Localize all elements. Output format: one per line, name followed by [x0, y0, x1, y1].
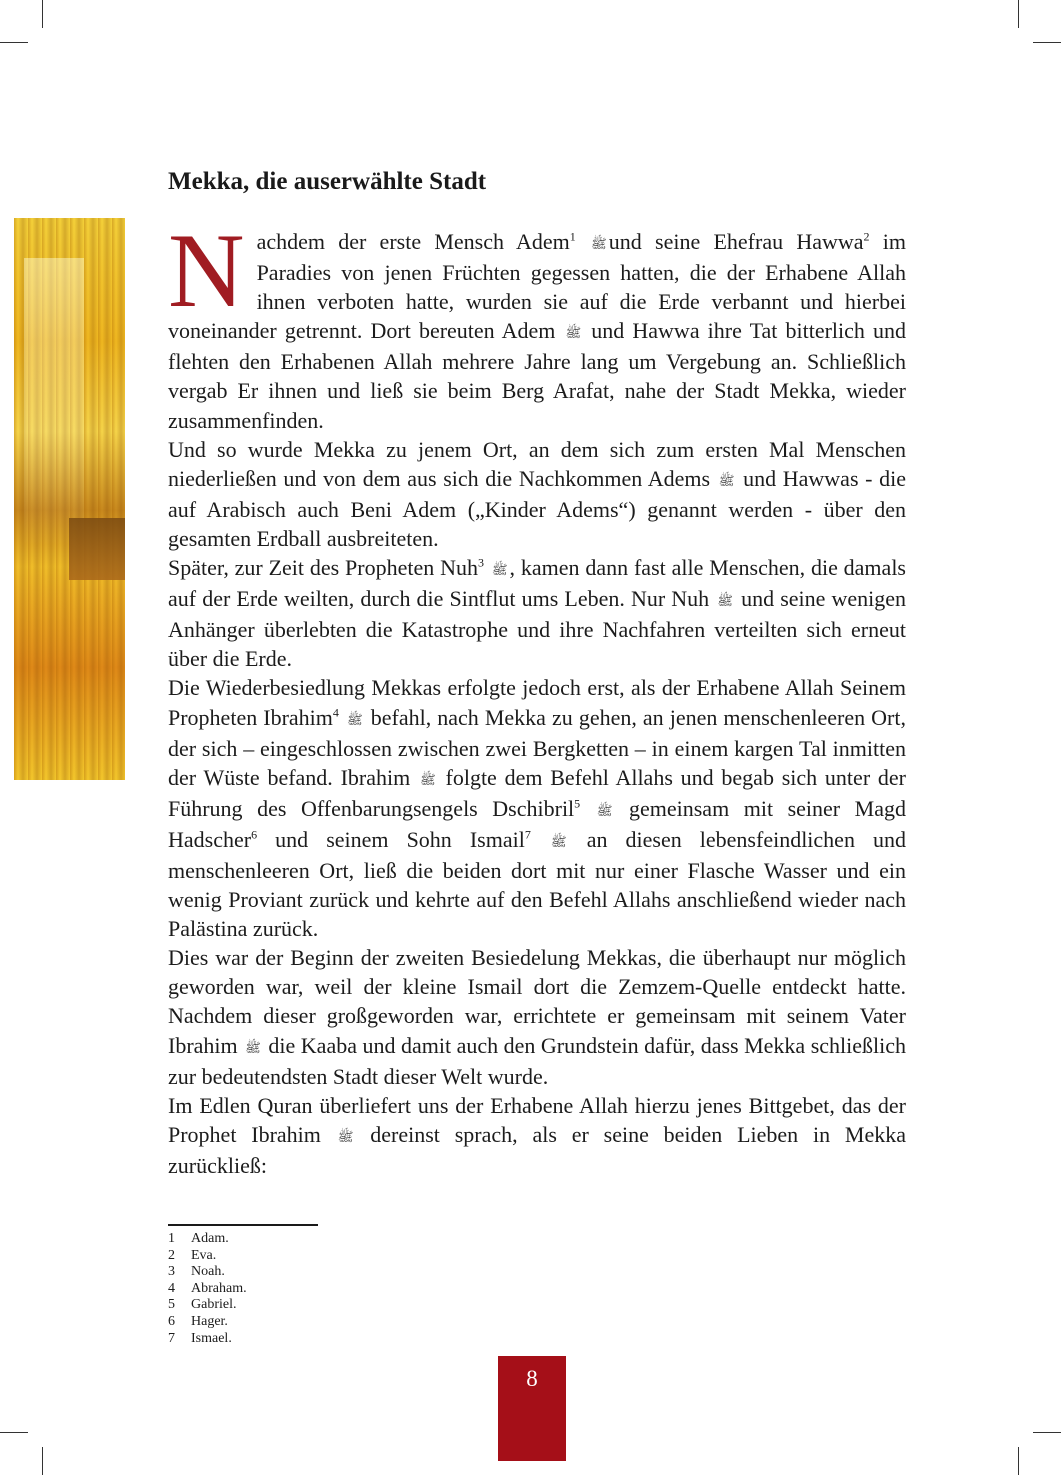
paragraph-2: Und so wurde Mekka zu jenem Ort, an dem sich zum ersten Mal Menschen niederließen und von dem aus sich die Nachkommen Adems ﷺ und Hawwas - die auf Arabisch auch Beni Adem („Kinder Adems“) genannt werden - über den gesamten Erdball ausbreiteten. — [168, 436, 907, 551]
footnote-ref: 6 — [251, 827, 258, 842]
paragraph-5: Dies war der Beginn der zweiten Besiedelung Mekkas, die überhaupt nur möglich geworden war, weil der kleine Ismail dort die Zemzem-Quelle entdeckt hatte. Nachdem dieser großgeworden war, errichtete er gemeinsam mit seinem Vater Ibrahim ﷺ die Kaaba und damit auch den Grundstein dafür, dass Mekka schließlich zur bedeutendsten Stadt dieser Welt wurde. — [168, 945, 907, 1089]
footnote-ref: 7 — [524, 827, 531, 842]
page-number: 8 — [526, 1366, 538, 1391]
honorific-icon: ﷺ — [718, 472, 735, 488]
body-text — [168, 212, 907, 1180]
footnote-item: 4 Abraham. — [168, 1280, 247, 1296]
honorific-icon: ﷺ — [717, 593, 733, 609]
crop-mark — [42, 1447, 43, 1475]
image-band — [69, 518, 125, 580]
footnote-ref: 1 — [569, 229, 576, 244]
honorific-icon: ﷺ — [596, 802, 613, 818]
crop-mark — [0, 42, 28, 43]
footnote-item: 2 Eva. — [168, 1247, 217, 1263]
drop-cap: N — [168, 212, 245, 329]
footnote-divider — [168, 1224, 318, 1226]
decorative-side-image — [14, 218, 125, 780]
page-number-box — [498, 1356, 566, 1461]
crop-mark — [42, 0, 43, 28]
paragraph-3: Später, zur Zeit des Propheten Nuh$^3$ ﷺ, kamen dann fast alle Menschen, die damals auf der Erde weilten, durch die Sintflut ums Leben. Nur Nuh ﷺ und seine wenigen Anhänger überlebten die Katastrophe und ihre Nachfahren verteilten sich erneut über die Erde. — [168, 555, 907, 672]
footnote-item: 1 Adam. — [168, 1231, 229, 1246]
footnote-ref: 2 — [863, 229, 870, 244]
honorific-icon: ﷺ — [591, 236, 607, 251]
footnote-item: 3 Noah. — [168, 1264, 225, 1280]
crop-mark — [1018, 0, 1019, 28]
paragraph-4: Die Wiederbesiedlung Mekkas erfolgte jedoch erst, als der Erhabene Allah Seinem Propheten Ibrahim$^4$ ﷺ befahl, nach Mekka zu gehen, an jenen menschenleeren Ort, der sich – eingeschlossen zwischen zwei Bergketten – in einem kargen Tal inmitten der Wüste befand. Ibrahim ﷺ folgte dem Befehl Allahs und begab sich unter der Führung des Offenbarungsengels Dschibril$^5$ ﷺ gemeinsam mit seiner Magd Hadscher$^6$ und seinem Sohn Ismail$^7$ ﷺ an diesen lebensfeindlichen und menschenleeren Ort, ließ die beiden dort mit nur einer Flasche Wasser und ein wenig Proviant zurück und kehrte auf den Befehl Allahs anschließend wieder nach Palästina zurück. — [168, 675, 907, 942]
paragraph-1: Nachdem der erste Mensch Adem$^1$ ﷺund seine Ehefrau Hawwa$^2$ im Paradies von jenen Früchten gegessen hatten, die der Erhabene Allah ihnen verboten hatte, wurden sie auf die Erde verbannt und hierbei voneinander getrennt. Dort bereuten Adem ﷺ und Hawwa ihre Tat bitterlich und flehten den Erhabenen Allah mehrere Jahre lang um Vergebung an. Schließlich vergab Er ihnen und ließ sie beim Berg Arafat, nahe der Stadt Mekka, wieder zusammenfinden. — [168, 212, 907, 433]
crop-mark — [1033, 42, 1061, 43]
footnote-item: 6 Hager. — [168, 1313, 228, 1329]
honorific-icon: ﷺ — [245, 1039, 261, 1055]
crop-mark — [0, 1432, 28, 1433]
page-title: Mekka, die auserwählte Stadt — [168, 168, 487, 195]
honorific-icon: ﷺ — [565, 325, 582, 341]
footnote-item: 5 Gabriel. — [168, 1297, 237, 1313]
footnote-ref: 5 — [574, 796, 581, 811]
honorific-icon: ﷺ — [346, 711, 363, 727]
image-highlight — [24, 258, 84, 738]
footnote-list — [168, 1231, 247, 1347]
footnote-ref: 4 — [332, 705, 339, 720]
paragraph-6: Im Edlen Quran überliefert uns der Erhabene Allah hierzu jenes Bittgebet, das der Prophet Ibrahim ﷺ dereinst sprach, als er seine beiden Lieben in Mekka zurückließ: — [168, 1092, 907, 1178]
crop-mark — [1018, 1447, 1019, 1475]
honorific-icon: ﷺ — [337, 1128, 354, 1144]
footnote-ref: 3 — [477, 555, 484, 570]
footnote-item: 7 Ismael. — [168, 1330, 232, 1346]
honorific-icon: ﷺ — [550, 833, 567, 849]
honorific-icon: ﷺ — [420, 771, 436, 787]
honorific-icon: ﷺ — [491, 562, 508, 578]
crop-mark — [1033, 1432, 1061, 1433]
